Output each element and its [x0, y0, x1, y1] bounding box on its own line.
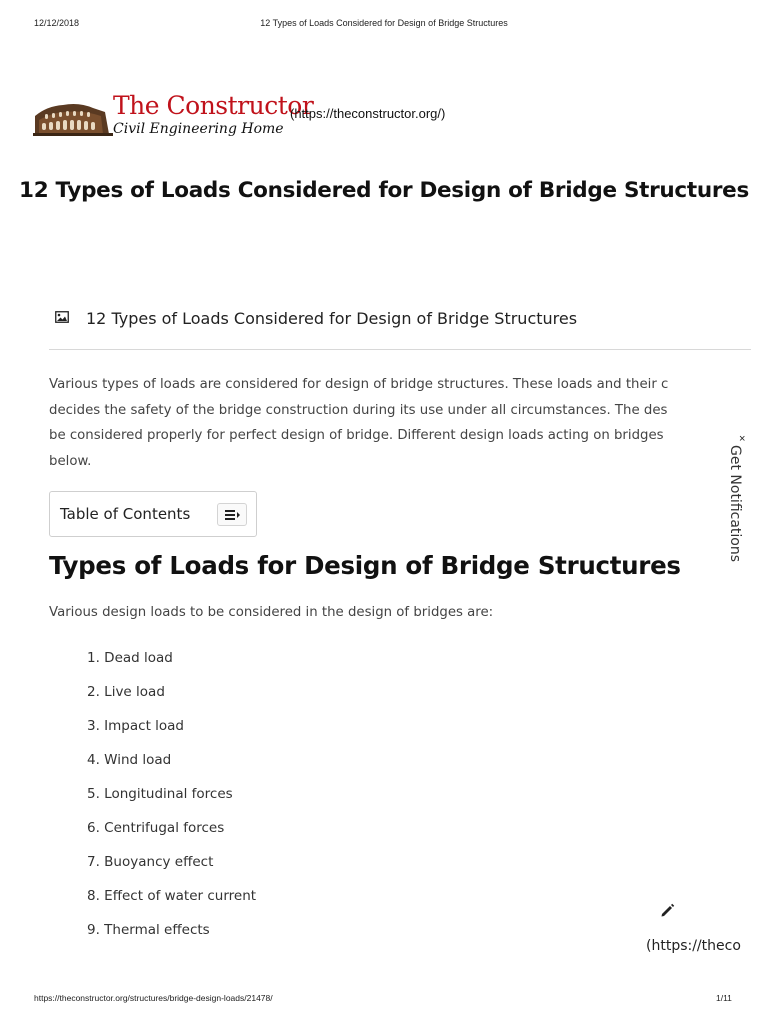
logo-name: The Constructor: [113, 91, 314, 120]
intro-paragraph: [49, 372, 751, 472]
colosseum-logo-icon: [33, 94, 113, 138]
share-link[interactable]: (https://theco: [646, 938, 741, 953]
page-number: 1/11: [716, 993, 732, 1003]
list-item: 6. Centrifugal forces: [87, 820, 225, 836]
table-of-contents: [49, 491, 257, 537]
list-item: 4. Wind load: [87, 752, 172, 768]
intro-line: Various types of loads are considered for design of bridge structures. These loads and their c: [49, 377, 669, 392]
intro-line: be considered properly for perfect design of bridge. Different design loads acting on bridges: [49, 428, 664, 443]
intro-line: decides the safety of the bridge construction during its use under all circumstances. The des: [49, 402, 668, 418]
list-item: 7. Buoyancy effect: [87, 854, 214, 870]
intro-line: below.: [49, 453, 92, 469]
close-icon[interactable]: ×: [739, 433, 746, 445]
print-document-title: 12 Types of Loads Considered for Design of Bridge Structures: [260, 18, 508, 28]
featured-image: [55, 309, 755, 335]
list-item: 1. Dead load: [87, 650, 173, 666]
divider: [49, 349, 751, 350]
pencil-icon[interactable]: [660, 903, 675, 918]
home-link[interactable]: (https://theconstructor.org/): [290, 106, 446, 121]
notifications-label: Get Notifications: [727, 445, 743, 563]
logo-tagline: Civil Engineering Home: [113, 121, 284, 137]
print-footer: [0, 993, 768, 1007]
list-toggle-icon: [225, 509, 241, 521]
list-item: 8. Effect of water current: [87, 888, 257, 904]
notifications-tab[interactable]: [726, 433, 748, 583]
image-icon: [55, 311, 69, 323]
list-item: 2. Live load: [87, 684, 165, 700]
featured-image-caption: 12 Types of Loads Considered for Design of Bridge Structures: [86, 309, 578, 328]
list-item: 9. Thermal effects: [87, 922, 210, 938]
list-item: 3. Impact load: [87, 718, 185, 734]
load-list: [87, 647, 256, 953]
toc-toggle-button[interactable]: [217, 503, 247, 526]
list-item: 5. Longitudinal forces: [87, 786, 233, 802]
print-header: [0, 18, 768, 32]
print-date: 12/12/2018: [34, 18, 80, 28]
section-intro: Various design loads to be considered in the design of bridges are:: [49, 605, 494, 620]
page-title: 12 Types of Loads Considered for Design of Bridge Structures: [19, 178, 749, 203]
site-logo[interactable]: [33, 91, 314, 142]
section-heading: Types of Loads for Design of Bridge Structures: [49, 551, 681, 580]
toc-label: Table of Contents: [60, 505, 191, 523]
print-url: https://theconstructor.org/structures/bridge-design-loads/21478/: [34, 993, 273, 1003]
